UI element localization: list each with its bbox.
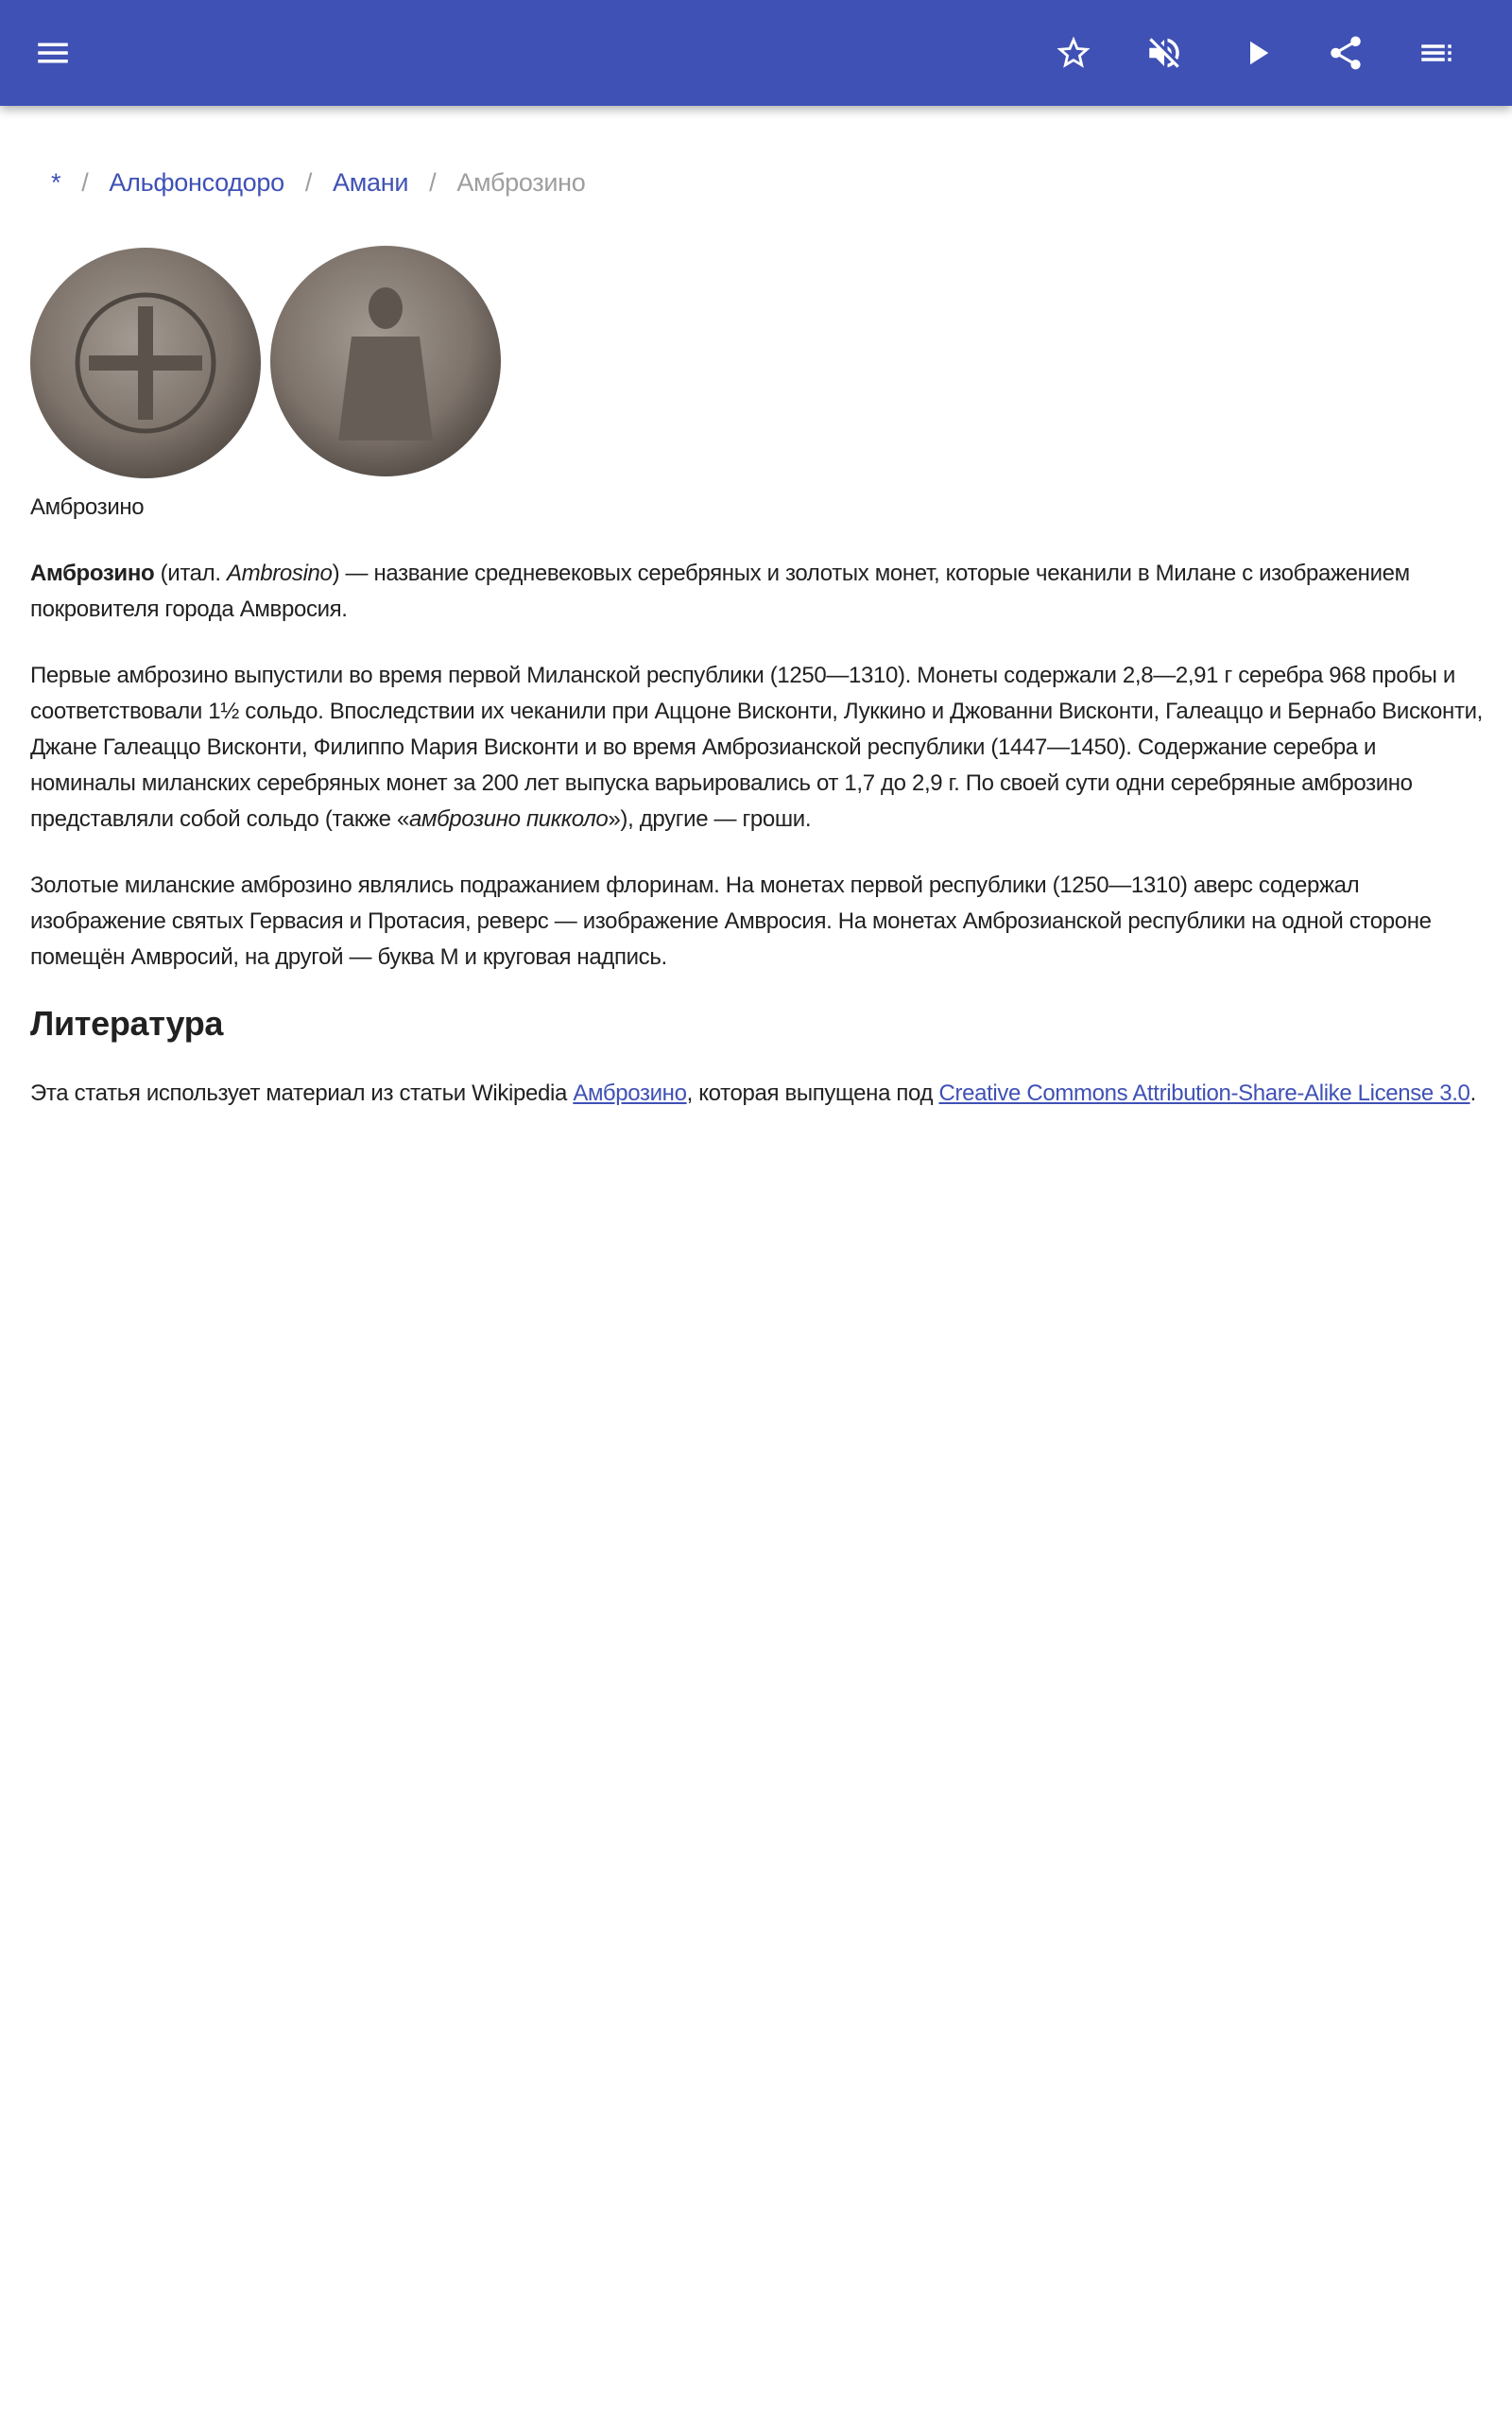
text: Эта статья использует материал из статьи Wikipedia <box>30 1080 574 1106</box>
intro-paragraph <box>30 556 1486 628</box>
coin-reverse <box>270 246 501 476</box>
text: . <box>1469 1080 1476 1106</box>
coin-obverse <box>30 248 261 478</box>
article <box>30 490 1486 1142</box>
breadcrumb-separator: / <box>304 168 313 197</box>
history-paragraph <box>30 658 1486 838</box>
share-icon <box>1326 33 1366 73</box>
app-bar <box>0 0 1512 106</box>
wikipedia-article-link[interactable]: Амброзино <box>573 1080 687 1106</box>
breadcrumb-home[interactable]: * <box>51 168 61 197</box>
text: »), другие — гроши. <box>608 806 812 832</box>
menu-button[interactable] <box>26 26 79 79</box>
italic-text: амброзино пикколо <box>409 806 609 832</box>
license-link[interactable]: Creative Commons Attribution-Share-Alike License 3.0 <box>938 1080 1470 1106</box>
playlist-icon <box>1417 33 1456 73</box>
mute-button[interactable] <box>1138 26 1191 79</box>
star-icon <box>1054 33 1093 73</box>
share-button[interactable] <box>1319 26 1372 79</box>
breadcrumb-item[interactable]: Амани <box>333 168 409 197</box>
image-caption: Амброзино <box>30 494 145 520</box>
text: , которая выпущена под <box>686 1080 939 1106</box>
bookmark-button[interactable] <box>1047 26 1100 79</box>
section-heading: Литература <box>30 1004 224 1043</box>
text: (итал. <box>154 561 227 586</box>
license-paragraph <box>30 1076 1486 1112</box>
text: ) — название средневековых серебряных и золотых монет, которые чеканили в Милане с изображением покровителя города Амвросия. <box>30 561 1410 622</box>
play-icon <box>1237 33 1277 73</box>
italic-term: Ambrosino <box>226 561 333 586</box>
contents-button[interactable] <box>1410 26 1463 79</box>
volume-off-icon <box>1144 33 1184 73</box>
breadcrumb-item[interactable]: Альфонсодоро <box>109 168 284 197</box>
menu-icon <box>33 33 73 73</box>
breadcrumb-current: Амброзино <box>456 168 586 197</box>
play-button[interactable] <box>1230 26 1283 79</box>
breadcrumb-separator: / <box>81 168 89 197</box>
breadcrumb <box>51 168 585 198</box>
coin-image[interactable] <box>30 242 503 484</box>
breadcrumb-separator: / <box>429 168 437 197</box>
text: Первые амброзино выпустили во время первой Миланской республики (1250—1310). Монеты содержали 2,8—2,91 г серебра 968 пробы и соответствовали 1½ сольдо. Впоследствии их чеканили при Аццоне Висконти, Луккино и Джованни Висконти, Галеаццо и Бернабо Висконти, Джане Галеаццо Висконти, Филиппо Мария Висконти и во время Амброзианской республики (1447—1450). Содержание серебра и номиналы миланских серебряных монет за 200 лет выпуска варьировались от 1,7 до 2,9 г. По своей сути одни серебряные амброзино представляли собой сольдо (также « <box>30 663 1483 832</box>
gold-paragraph: Золотые миланские амброзино являлись подражанием флоринам. На монетах первой республики (1250—1310) аверс содержал изображение святых Гервасия и Протасия, реверс — изображение Амвросия. На монетах Амброзианской республики на одной стороне помещён Амвросий, на другой — буква М и круговая надпись. <box>30 873 1432 970</box>
term: Амброзино <box>30 561 155 586</box>
